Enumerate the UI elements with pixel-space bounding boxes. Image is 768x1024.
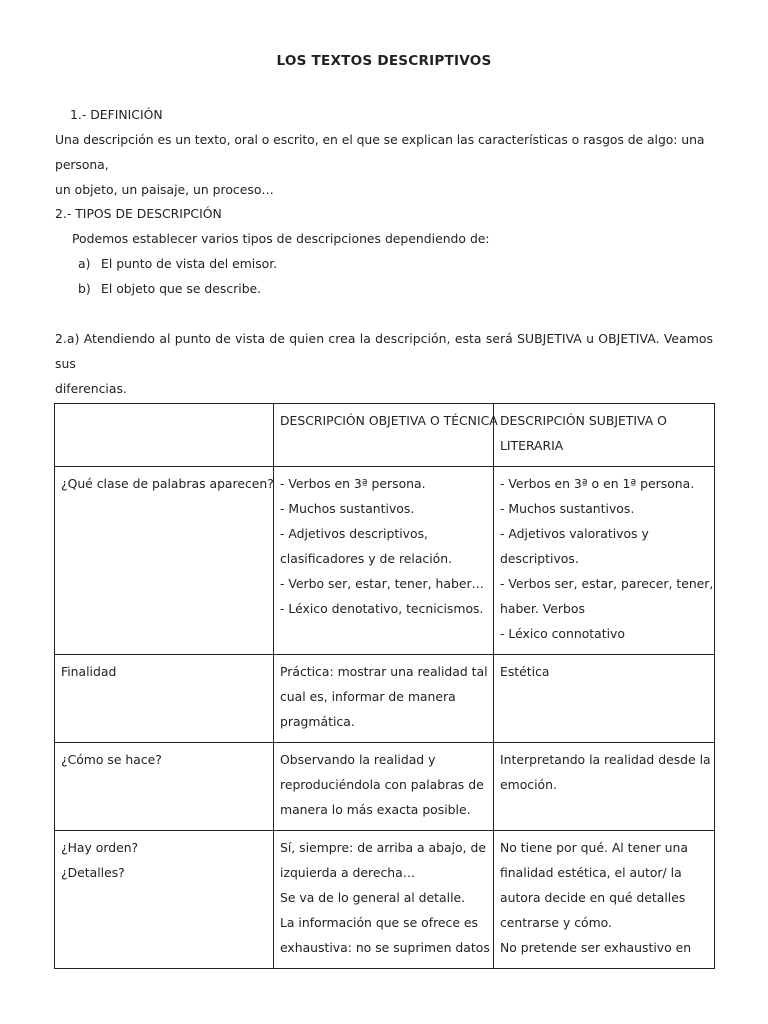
types-intro: Podemos establecer varios tipos de descripciones dependiendo de: (72, 231, 490, 246)
subjective-cell (494, 831, 715, 969)
cell-line: cual es, informar de manera (280, 689, 456, 704)
cell-line: LITERARIA (500, 438, 564, 453)
section-2a-line-1: 2.a) Atendiendo al punto de vista de quien crea la descripción, esta será SUBJETIVA u OBJETIVA. Veamos sus (55, 331, 713, 371)
types-heading: 2.- TIPOS DE DESCRIPCIÓN (55, 206, 222, 221)
list-marker: b) (78, 281, 91, 296)
list-marker: a) (78, 256, 91, 271)
cell-line: La información que se ofrece es (280, 915, 478, 930)
cell-line: ¿Cómo se hace? (61, 752, 162, 767)
cell-line: emoción. (500, 777, 557, 792)
cell-line: - Verbo ser, estar, tener, haber… (280, 576, 484, 591)
table-row (55, 655, 715, 743)
cell-line: DESCRIPCIÓN SUBJETIVA O (500, 413, 667, 428)
cell-line: izquierda a derecha… (280, 865, 416, 880)
objective-cell (274, 467, 494, 655)
section-2a (55, 326, 713, 401)
cell-line: ¿Detalles? (61, 865, 125, 880)
cell-line: Interpretando la realidad desde la (500, 752, 711, 767)
cell-line: DESCRIPCIÓN OBJETIVA O TÉCNICA (280, 413, 498, 428)
definition-body-line-1: Una descripción es un texto, oral o escrito, en el que se explican las características o rasgos de algo: una persona, (55, 132, 705, 172)
types-list-item-a (55, 251, 713, 276)
cell-line: Se va de lo general al detalle. (280, 890, 466, 905)
cell-line: haber. Verbos (500, 601, 585, 616)
subjective-cell (494, 655, 715, 743)
cell-line: - Muchos sustantivos. (500, 501, 635, 516)
page-title: LOS TEXTOS DESCRIPTIVOS (276, 53, 492, 69)
section-definition (55, 102, 713, 202)
definition-heading: 1.- DEFINICIÓN (70, 107, 163, 122)
cell-line: No pretende ser exhaustivo en (500, 940, 692, 955)
cell-line: Observando la realidad y (280, 752, 436, 767)
cell-line: autora decide en qué detalles (500, 890, 686, 905)
cell-line: Estética (500, 664, 550, 679)
table-row (55, 831, 715, 969)
list-item-text: El punto de vista del emisor. (101, 256, 278, 271)
row-label-cell (55, 467, 274, 655)
cell-line: centrarse y cómo. (500, 915, 612, 930)
section-2a-line-2: diferencias. (55, 381, 127, 396)
cell-line: reproduciéndola con palabras de (280, 777, 484, 792)
header-empty-cell (55, 404, 274, 467)
cell-line: ¿Qué clase de palabras aparecen? (61, 476, 274, 491)
cell-line: pragmática. (280, 714, 355, 729)
row-label-cell (55, 655, 274, 743)
list-item-text: El objeto que se describe. (101, 281, 262, 296)
cell-line: finalidad estética, el autor/ la (500, 865, 682, 880)
cell-line: ¿Hay orden? (61, 840, 139, 855)
row-label-cell (55, 831, 274, 969)
cell-line: - Verbos en 3ª persona. (280, 476, 426, 491)
cell-line: descriptivos. (500, 551, 579, 566)
subjective-cell (494, 743, 715, 831)
header-subjective (494, 404, 715, 467)
header-objective (274, 404, 498, 467)
cell-line: Finalidad (61, 664, 117, 679)
subjective-cell (494, 467, 715, 655)
cell-line: - Léxico connotativo (500, 626, 625, 641)
objective-cell (274, 831, 494, 969)
definition-body-line-2: un objeto, un paisaje, un proceso… (55, 182, 274, 197)
row-label-cell (55, 743, 274, 831)
cell-line: exhaustiva: no se suprimen datos (280, 940, 490, 955)
cell-line: - Adjetivos descriptivos, (280, 526, 428, 541)
cell-line: - Adjetivos valorativos y (500, 526, 649, 541)
cell-line: - Léxico denotativo, tecnicismos. (280, 601, 484, 616)
cell-line: manera lo más exacta posible. (280, 802, 471, 817)
cell-line: No tiene por qué. Al tener una (500, 840, 688, 855)
cell-line: - Verbos ser, estar, parecer, tener, (500, 576, 714, 591)
comparison-table (54, 403, 715, 969)
types-list-item-b (55, 276, 713, 301)
cell-line: - Muchos sustantivos. (280, 501, 415, 516)
objective-cell (274, 655, 494, 743)
table-row (55, 467, 715, 655)
table-header-row (55, 404, 715, 467)
cell-line: Sí, siempre: de arriba a abajo, de (280, 840, 486, 855)
cell-line: Práctica: mostrar una realidad tal (280, 664, 488, 679)
cell-line: - Verbos en 3ª o en 1ª persona. (500, 476, 695, 491)
objective-cell (274, 743, 494, 831)
section-types (55, 201, 713, 301)
cell-line: clasificadores y de relación. (280, 551, 453, 566)
table-row (55, 743, 715, 831)
